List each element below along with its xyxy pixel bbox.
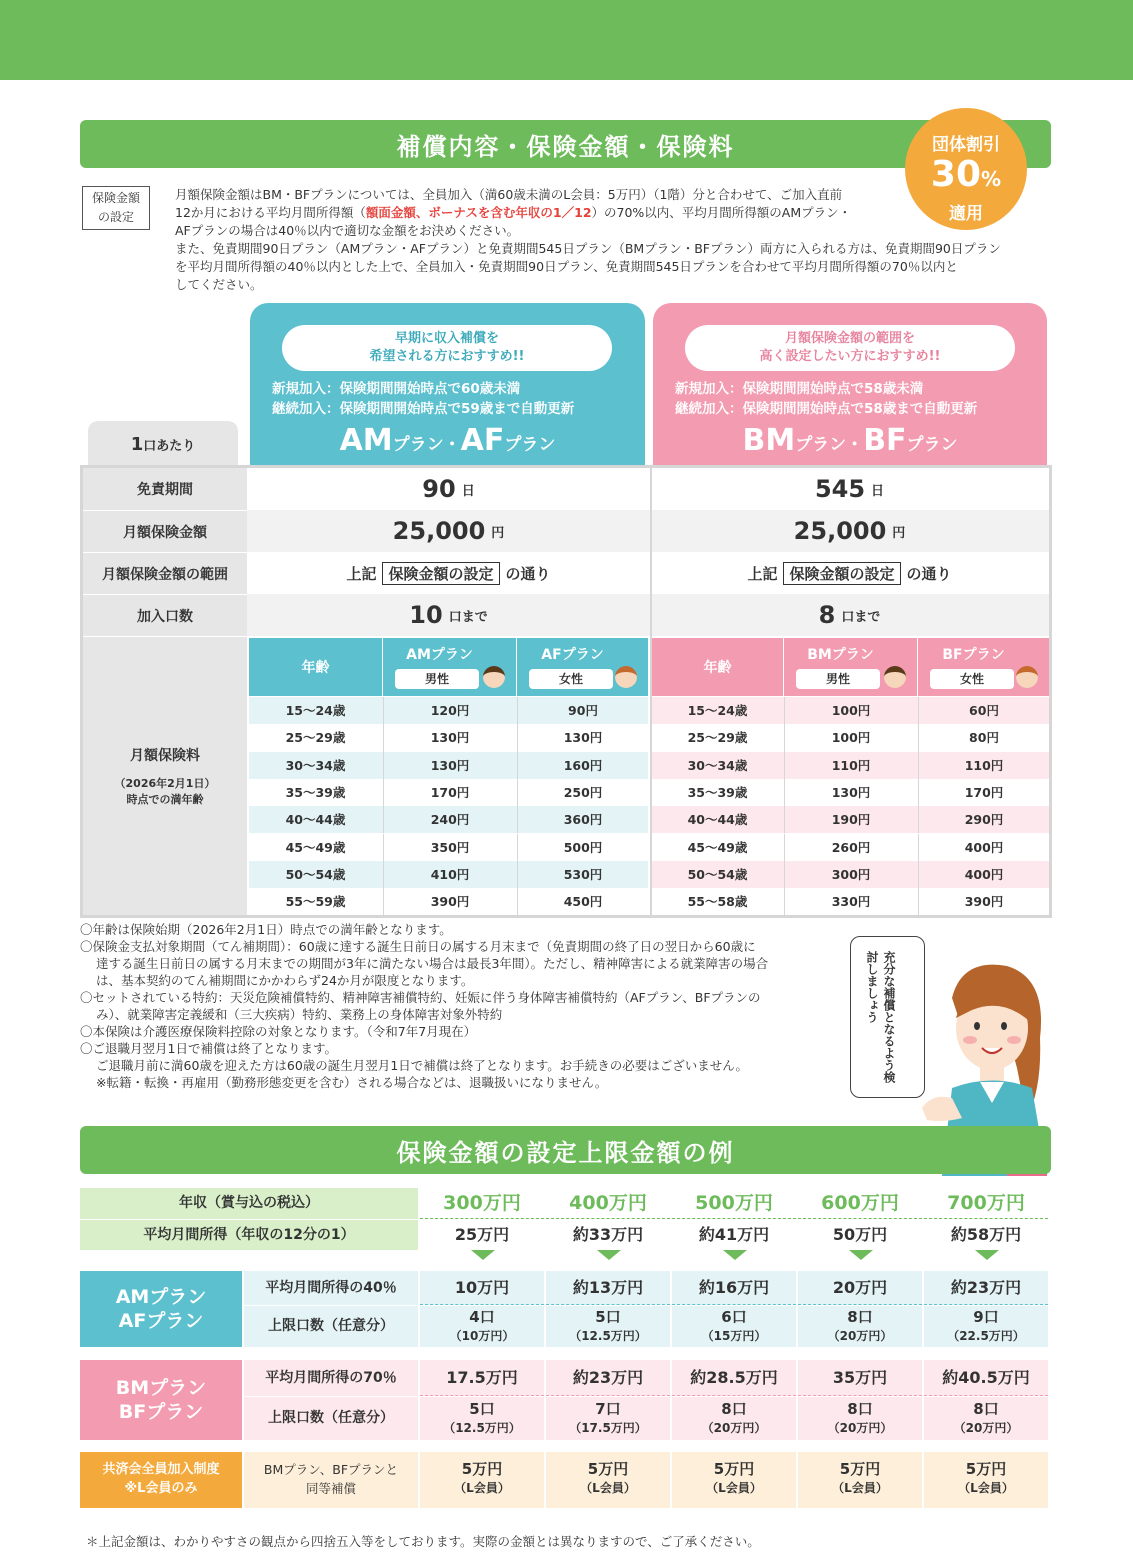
limit-section-title-bar <box>80 1126 1051 1174</box>
avg-income-label: 平均月間所得（年収の12分の1） <box>80 1220 418 1250</box>
a-pct-value: 10万円 <box>420 1271 544 1305</box>
note-line: ご退職月前に満60歳を迎えた方は60歳の誕生月翌月1日で補償は終了となります。お手続きの必要はございません。 <box>96 1058 749 1073</box>
income-value: 600万円 <box>798 1188 922 1219</box>
age-cell: 55～58歳 <box>687 894 748 910</box>
af-premium-cell: 450円 <box>517 888 648 915</box>
am-premium-cell: 120円 <box>383 697 516 724</box>
l-member-cell <box>798 1452 922 1508</box>
bm-premium-cell: 300円 <box>784 861 917 888</box>
b-pct-value: 約28.5万円 <box>672 1360 796 1396</box>
bf-premium-cell: 290円 <box>918 806 1049 833</box>
income-value: 400万円 <box>546 1188 670 1219</box>
bm-header: BMプラン 男性 <box>784 638 917 696</box>
amount-range-am-af: 上記 保険金額の設定 の通り <box>247 552 650 594</box>
am-premium-cell: 390円 <box>383 888 516 915</box>
premium-label-cell <box>83 636 247 915</box>
discount-label: 団体割引 <box>932 135 1000 155</box>
b-limit-cell <box>924 1397 1048 1440</box>
b-limit-units: 8口 <box>847 1400 873 1418</box>
speech-text: 充分な補償となるよう検討しましょう <box>865 951 896 1083</box>
deductible-bm-bf: 545 日 <box>814 475 885 503</box>
section-title: 補償内容・保険金額・保険料 <box>396 132 735 161</box>
note-line: 〇本保険は介護医療保険料控除の対象となります。（令和7年7月現在） <box>80 1024 477 1039</box>
l-member-desc-line: 同等補償 <box>305 1481 356 1496</box>
bf-header: BFプラン 女性 <box>918 638 1049 696</box>
female-face-icon <box>615 666 637 688</box>
l-member-desc <box>244 1452 418 1508</box>
per-unit-tab: 1口あたり <box>88 421 238 465</box>
bm-label: BMプラン <box>115 1377 207 1399</box>
avg-income-value: 約33万円 <box>572 1225 644 1244</box>
b-pct-value: 17.5万円 <box>420 1360 544 1396</box>
af-premium-cell: 530円 <box>517 861 648 888</box>
b-limit-units: 8口 <box>721 1400 747 1418</box>
bf-premium-cell: 400円 <box>918 834 1049 861</box>
b-limit-units: 8口 <box>973 1400 999 1418</box>
l-member-note: （L会員） <box>580 1481 636 1495</box>
bm-bf-age-header: 年齢 <box>652 638 783 696</box>
am-af-conditions: 新規加入：保険期間開始時点で60歳未満 継続加入：保険期間開始時点で59歳まで自動更新 <box>272 381 575 417</box>
monthly-amount-label: 月額保険金額 <box>83 510 247 552</box>
note-line: は、基本契約のてん補期間にかかわらず24か月が限度となります。 <box>96 973 474 988</box>
age-cell: 30～34歳 <box>285 757 346 773</box>
a-limit-units: 8口 <box>847 1308 873 1326</box>
b-limit-cell <box>798 1397 922 1440</box>
age-cell: 25～29歳 <box>285 730 346 746</box>
b-pct-value: 35万円 <box>798 1360 922 1396</box>
af-premium-cell: 360円 <box>517 806 648 833</box>
down-arrow-icon <box>597 1250 621 1260</box>
a-pct-value: 20万円 <box>798 1271 922 1305</box>
bm-bf-conditions: 新規加入：保険期間開始時点で58歳未満 継続加入：保険期間開始時点で58歳まで自動更新 <box>675 381 978 417</box>
down-arrow-icon <box>723 1250 747 1260</box>
l-member-label-line: ※L会員のみ <box>124 1481 198 1496</box>
af-premium-cell: 500円 <box>517 834 648 861</box>
b-limit-amount: （20万円） <box>827 1421 893 1435</box>
a-limit-units: 5口 <box>595 1308 621 1326</box>
a-limit-units: 4口 <box>469 1308 495 1326</box>
bm-premium-cell: 110円 <box>784 752 917 779</box>
bf-premium-cell: 60円 <box>918 697 1049 724</box>
age-cell: 35～39歳 <box>687 784 748 800</box>
note-line: 〇年齢は保険始期（2026年2月1日）時点での満年齢となります。 <box>80 922 452 937</box>
b-limit-amount: （20万円） <box>701 1421 767 1435</box>
b-limit-units: 5口 <box>469 1400 495 1418</box>
b-limit-cell <box>672 1397 796 1440</box>
l-member-cell <box>672 1452 796 1508</box>
monthly-amount-bm-bf: 25,000 円 <box>793 517 906 545</box>
am-label: AMプラン <box>115 1286 207 1308</box>
am-af-label <box>80 1271 242 1347</box>
b-limit-label: 上限口数（任意分） <box>244 1397 418 1440</box>
l-member-amount: 5万円 <box>965 1460 1007 1478</box>
bf-label: BFプラン <box>118 1401 204 1423</box>
a-limit-amount: （15万円） <box>701 1329 767 1343</box>
premium-label: 月額保険料 <box>130 748 200 764</box>
income-label: 年収（賞与込の税込） <box>80 1188 418 1219</box>
l-member-cell <box>420 1452 544 1508</box>
b-pct-value: 約40.5万円 <box>924 1360 1048 1396</box>
af-premium-cell: 250円 <box>517 779 648 806</box>
l-member-label <box>80 1452 242 1508</box>
max-units-label: 加入口数 <box>83 594 247 636</box>
avg-income-value: 25万円 <box>454 1225 510 1244</box>
discount-percent: 30% <box>930 154 1002 195</box>
notes <box>80 921 850 1091</box>
a-limit-amount: （22.5万円） <box>947 1329 1025 1343</box>
af-sex-label: 女性 <box>529 669 613 689</box>
avg-income-value: 50万円 <box>832 1225 888 1244</box>
male-face-icon <box>884 666 906 688</box>
bm-sex-label: 男性 <box>796 669 880 689</box>
limit-table <box>80 1188 1052 1528</box>
a-limit-units: 6口 <box>721 1308 747 1326</box>
max-units-am-af: 10 口まで <box>409 601 488 629</box>
am-af-age-header: 年齢 <box>249 638 382 696</box>
af-premium-cell: 160円 <box>517 752 648 779</box>
discount-applied: 適用 <box>949 204 983 224</box>
amount-range-label: 月額保険金額の範囲 <box>83 552 247 594</box>
deductible-am-af: 90 日 <box>422 475 475 503</box>
age-cell: 50～54歳 <box>285 866 346 882</box>
am-premium-cell: 350円 <box>383 834 516 861</box>
bm-premium-cell: 100円 <box>784 697 917 724</box>
l-member-label-line: 共済会全員加入制度 <box>102 1462 220 1477</box>
note-line: 達する誕生日前日の属する月末までの期間が3年に満たない場合は最長3年間）。ただし、精神障害による就業障害の場合 <box>96 956 769 971</box>
setting-description: 月額保険金額はBM・BFプランについては、全員加入（満60歳未満のL会員：5万円）（1階）分と合わせて、ご加入直前 12か月における平均月間所得額（額面金額、ボーナスを含む年収の1／12）の70%以内、平均月間所得額のAMプラン・ AFプランの場合は40％以内で適切な金額をお決めください。 また、免責期間90日プラン（AMプラン・AFプラン）と免責期間545日プラン（BMプラン・BFプラン）両方に入られる方は、免責期間90日プラン を平均月間所得額の40％以内とした上で、全員加入・免責期間90日プラン、免責期間545日プランを合わせて平均月間所得額の70％以内と してください。 <box>175 187 1001 292</box>
b-limit-amount: （17.5万円） <box>569 1421 647 1435</box>
am-premium-cell: 410円 <box>383 861 516 888</box>
top-banner <box>0 0 1133 80</box>
age-cell: 15～24歳 <box>285 703 346 718</box>
bm-premium-cell: 330円 <box>784 888 917 915</box>
a-limit-cell <box>672 1306 796 1347</box>
l-member-note: （L会員） <box>958 1481 1014 1495</box>
down-arrow-icon <box>849 1250 873 1260</box>
am-premium-cell: 130円 <box>383 724 516 751</box>
max-units-bm-bf: 8 口まで <box>818 601 881 629</box>
a-limit-amount: （10万円） <box>449 1329 515 1343</box>
note-line: ※転籍・転換・再雇用（勤務形態変更を含む）される場合などは、退職扱いになりません。 <box>96 1075 608 1090</box>
bm-bf-plan-header <box>653 303 1047 465</box>
a-pct-label: 平均月間所得の40％ <box>244 1271 418 1305</box>
b-limit-amount: （12.5万円） <box>443 1421 521 1435</box>
l-member-amount: 5万円 <box>839 1460 881 1478</box>
note-line: 〇保険金支払対象期間（てん補期間）：60歳に達する誕生日前日の属する月末まで（免責期間の終了日の翌日から60歳に <box>80 939 756 954</box>
a-limit-amount: （20万円） <box>827 1329 893 1343</box>
bf-premium-cell: 80円 <box>918 724 1049 751</box>
am-premium-cell: 240円 <box>383 806 516 833</box>
setting-label-box: 保険金額 の設定 <box>82 186 150 230</box>
b-limit-units: 7口 <box>595 1400 621 1418</box>
down-arrow-icon <box>975 1250 999 1260</box>
a-pct-value: 約23万円 <box>924 1271 1048 1305</box>
af-premium-cell: 90円 <box>517 697 648 724</box>
premium-date: （2026年2月1日） <box>114 777 216 790</box>
am-sex-label: 男性 <box>395 669 479 689</box>
note-line: 〇セットされている特約：天災危険補償特約、精神障害補償特約、妊娠に伴う身体障害補償特約（AFプラン、BFプランの <box>80 990 761 1005</box>
bm-premium-cell: 100円 <box>784 724 917 751</box>
l-member-amount: 5万円 <box>461 1460 503 1478</box>
am-premium-cell: 130円 <box>383 752 516 779</box>
note-line: み）、就業障害定義緩和（三大疾病）特約、業務上の身体障害対象外特約 <box>96 1007 503 1022</box>
bm-premium-cell: 130円 <box>784 779 917 806</box>
age-cell: 45～49歳 <box>687 839 748 855</box>
bf-premium-cell: 400円 <box>918 861 1049 888</box>
bm-bf-plan-name: BMプラン・BFプラン <box>742 423 958 458</box>
income-value: 300万円 <box>420 1188 544 1219</box>
b-limit-cell <box>546 1397 670 1440</box>
l-member-note: （L会員） <box>706 1481 762 1495</box>
a-pct-value: 約13万円 <box>546 1271 670 1305</box>
down-arrow-icon <box>471 1250 495 1260</box>
l-member-amount: 5万円 <box>713 1460 755 1478</box>
avg-income-value: 約41万円 <box>698 1225 770 1244</box>
b-pct-label: 平均月間所得の70％ <box>244 1360 418 1396</box>
age-cell: 45～49歳 <box>285 839 346 855</box>
age-cell: 55～59歳 <box>285 894 346 910</box>
a-pct-value: 約16万円 <box>672 1271 796 1305</box>
age-cell: 30～34歳 <box>687 757 748 773</box>
a-limit-cell <box>798 1306 922 1347</box>
income-value: 700万円 <box>924 1188 1048 1219</box>
l-member-cell <box>924 1452 1048 1508</box>
l-member-note: （L会員） <box>454 1481 510 1495</box>
avg-income-value: 約58万円 <box>950 1225 1022 1244</box>
age-cell: 25～29歳 <box>687 730 748 746</box>
bf-premium-cell: 170円 <box>918 779 1049 806</box>
age-cell: 35～39歳 <box>285 784 346 800</box>
coverage-table <box>80 465 1052 918</box>
bm-premium-cell: 260円 <box>784 834 917 861</box>
l-member-note: （L会員） <box>832 1481 888 1495</box>
l-member-desc-line: BMプラン、BFプランと <box>263 1462 399 1477</box>
a-limit-units: 9口 <box>973 1308 999 1326</box>
am-header: AMプラン 男性 <box>383 638 516 696</box>
bm-bf-recommend-bubble: 月額保険金額の範囲を 高く設定したい方におすすめ!! <box>685 325 1015 371</box>
income-value: 500万円 <box>672 1188 796 1219</box>
a-limit-cell <box>420 1306 544 1347</box>
bf-premium-cell: 390円 <box>918 888 1049 915</box>
am-af-plan-header <box>250 303 645 465</box>
speech-bubble <box>850 936 925 1098</box>
age-cell: 15～24歳 <box>687 703 748 718</box>
male-face-icon <box>483 666 505 688</box>
a-limit-cell <box>924 1306 1048 1347</box>
af-label: AFプラン <box>118 1310 204 1332</box>
b-pct-value: 約23万円 <box>546 1360 670 1396</box>
am-af-plan-name: AMプラン・AFプラン <box>339 423 556 458</box>
bf-premium-cell: 110円 <box>918 752 1049 779</box>
female-face-icon <box>1016 666 1038 688</box>
af-premium-cell: 130円 <box>517 724 648 751</box>
note-line: 〇ご退職月翌月1日で補償は終了となります。 <box>80 1041 337 1056</box>
a-limit-amount: （12.5万円） <box>569 1329 647 1343</box>
monthly-amount-am-af: 25,000 円 <box>392 517 505 545</box>
bm-bf-label <box>80 1360 242 1440</box>
deductible-label: 免責期間 <box>83 468 247 510</box>
premium-age-note: 時点での満年齢 <box>126 793 204 806</box>
l-member-cell <box>546 1452 670 1508</box>
l-member-amount: 5万円 <box>587 1460 629 1478</box>
bm-premium-cell: 190円 <box>784 806 917 833</box>
am-premium-cell: 170円 <box>383 779 516 806</box>
a-limit-cell <box>546 1306 670 1347</box>
b-limit-amount: （20万円） <box>953 1421 1019 1435</box>
a-limit-label: 上限口数（任意分） <box>244 1306 418 1347</box>
amount-range-bm-bf: 上記 保険金額の設定 の通り <box>650 552 1049 594</box>
age-cell: 40～44歳 <box>285 812 346 828</box>
age-cell: 50～54歳 <box>687 866 748 882</box>
age-cell: 40～44歳 <box>687 812 748 828</box>
af-header: AFプラン 女性 <box>517 638 648 696</box>
bf-sex-label: 女性 <box>930 669 1014 689</box>
am-af-recommend-bubble: 早期に収入補償を 希望される方におすすめ!! <box>282 325 612 371</box>
limit-section-title: 保険金額の設定上限金額の例 <box>396 1138 735 1167</box>
footnote: ＊上記金額は、わかりやすさの観点から四捨五入等をしております。実際の金額とは異なりますので、ご了承ください。 <box>86 1534 760 1549</box>
b-limit-cell <box>420 1397 544 1440</box>
